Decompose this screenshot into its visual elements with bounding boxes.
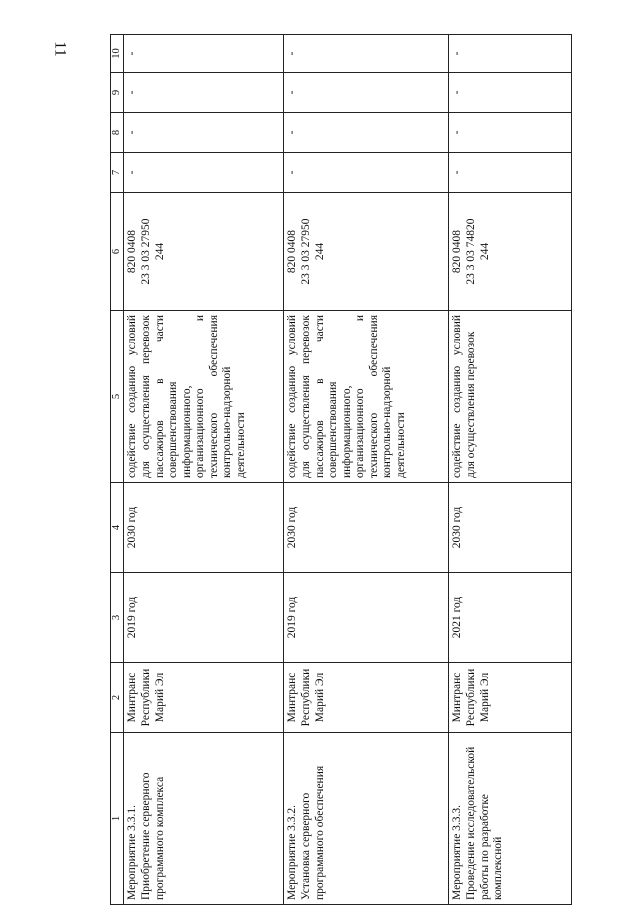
end-year-cell: 2030 год <box>284 483 449 573</box>
value-cell-9: - <box>449 73 572 113</box>
column-header: 5 <box>111 311 124 483</box>
table-row <box>449 35 572 905</box>
table-row <box>124 35 284 905</box>
column-header: 7 <box>111 153 124 193</box>
event-cell: Мероприятие 3.3.2. Установка серверного программного обеспечения <box>284 733 449 905</box>
value-cell-10: - <box>124 35 284 73</box>
executor-cell: Минтранс Республики Марий Эл <box>284 663 449 733</box>
budget-code-cell: 820 0408 23 3 03 27950 244 <box>284 193 449 311</box>
table-row <box>284 35 449 905</box>
column-header: 3 <box>111 573 124 663</box>
value-cell-8: - <box>284 113 449 153</box>
start-year-cell: 2019 год <box>124 573 284 663</box>
end-year-cell: 2030 год <box>449 483 572 573</box>
value-cell-8: - <box>124 113 284 153</box>
end-year-cell: 2030 год <box>124 483 284 573</box>
value-cell-7: - <box>449 153 572 193</box>
page-number: 11 <box>51 41 69 57</box>
event-cell: Мероприятие 3.3.1. Приобретение серверного программного комплекса <box>124 733 284 905</box>
value-cell-7: - <box>284 153 449 193</box>
executor-cell: Минтранс Республики Марий Эл <box>449 663 572 733</box>
event-cell: Мероприятие 3.3.3. Проведение исследовательской работы по разработке комплексной <box>449 733 572 905</box>
value-cell-7: - <box>124 153 284 193</box>
column-header: 1 <box>111 733 124 905</box>
column-header: 2 <box>111 663 124 733</box>
column-header: 8 <box>111 113 124 153</box>
value-cell-10: - <box>449 35 572 73</box>
value-cell-9: - <box>124 73 284 113</box>
value-cell-10: - <box>284 35 449 73</box>
budget-code-cell: 820 0408 23 3 03 27950 244 <box>124 193 284 311</box>
start-year-cell: 2021 год <box>449 573 572 663</box>
start-year-cell: 2019 год <box>284 573 449 663</box>
goal-cell: содействие созданию условий для осуществления перевозок пассажиров в части совершенствования информационного, организационного и технического обеспечения контрольно-надзорной деятельности <box>284 311 449 483</box>
program-events-table <box>110 34 572 905</box>
column-header: 4 <box>111 483 124 573</box>
value-cell-9: - <box>284 73 449 113</box>
rotated-table-wrapper <box>110 35 590 905</box>
header-row <box>111 35 124 905</box>
column-header: 6 <box>111 193 124 311</box>
column-header: 10 <box>111 35 124 73</box>
executor-cell: Минтранс Республики Марий Эл <box>124 663 284 733</box>
budget-code-cell: 820 0408 23 3 03 74820 244 <box>449 193 572 311</box>
goal-cell: содействие созданию условий для осуществления перевозок <box>449 311 572 483</box>
column-header: 9 <box>111 73 124 113</box>
goal-cell: содействие созданию условий для осуществления перевозок пассажиров в части совершенствования информационного, организационного и технического обеспечения контрольно-надзорной деятельности <box>124 311 284 483</box>
value-cell-8: - <box>449 113 572 153</box>
